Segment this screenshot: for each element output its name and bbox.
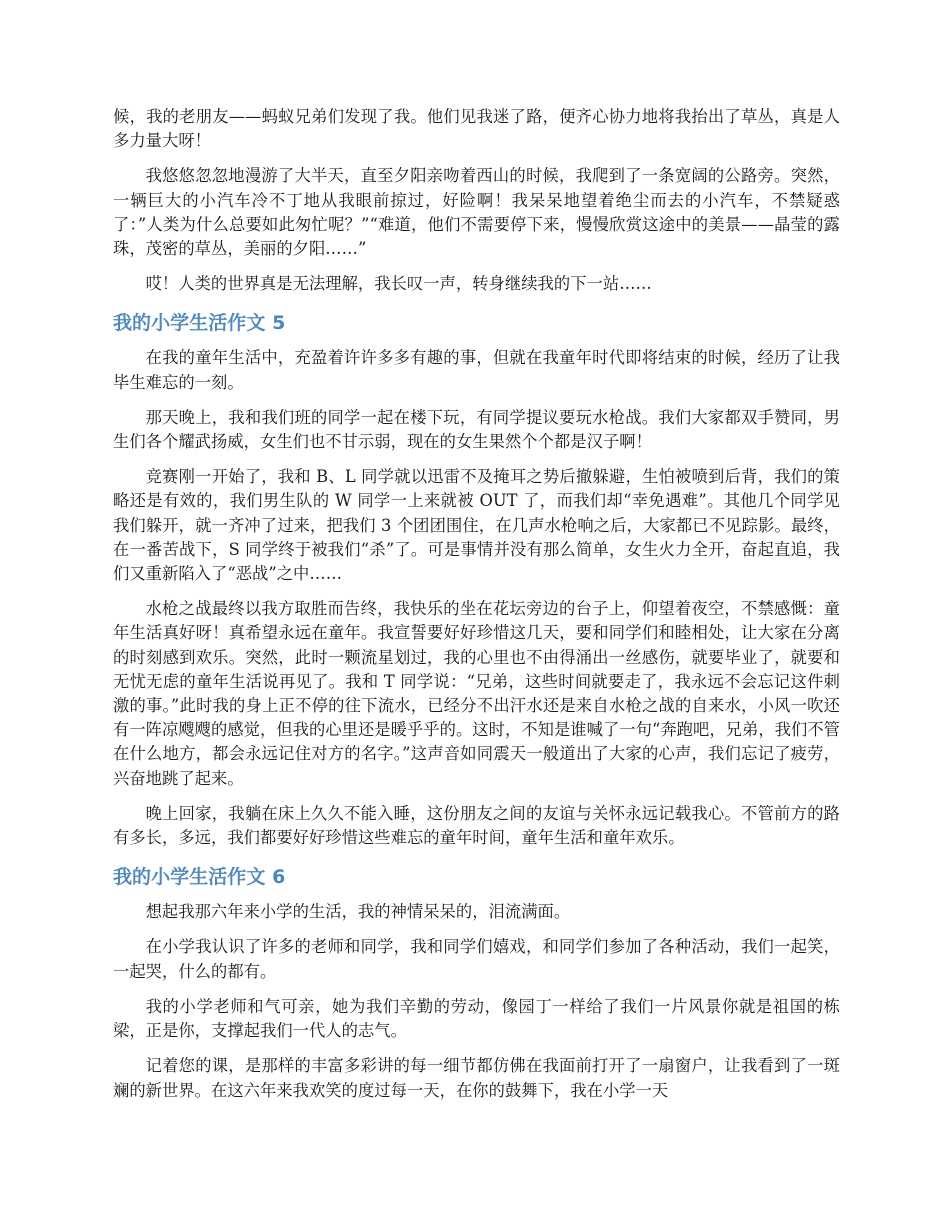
paragraph: 哎！人类的世界真是无法理解，我长叹一声，转身继续我的下一站…… (145, 274, 652, 294)
section-heading: 我的小学生活作文 5 (113, 312, 286, 335)
paragraph: 水枪之战最终以我方取胜而告终，我快乐的坐在花坛旁边的台子上，仰望着夜空，不禁感慨：童年生活真好呀！真希望永远在童年。我宣誓要好好珍惜这几天，要和同学们和睦相处，让大家在分离的时刻感到欢乐。突然，此时一颗流星划过，我的心里也不由得涌出一丝感伤，就要毕业了，就要和无忧无虑的童年生活说再见了。我和 T 同学说：“兄弟，这些时间就要走了，我永远不会忘记这件刺激的事。”此时我的身上正不停的往下流水，已经分不出汗水还是来自水枪之战的自来水，小风一吹还有一阵凉飕飕的感觉，但我的心里还是暖乎乎的。这时，不知是谁喊了一句“奔跑吧，兄弟，我们不管在什么地方，都会永远记住对方的名字。”这声音如同震天一般道出了大家的心声，我们忘记了疲劳，兴奋地跳了起来。 (113, 599, 840, 788)
paragraph: 想起我那六年来小学的生活，我的神情呆呆的，泪流满面。 (145, 902, 571, 922)
paragraph: 在小学我认识了许多的老师和同学，我和同学们嬉戏，和同学们参加了各种活动，我们一起笑，一起哭，什么的都有。 (113, 937, 840, 981)
section-heading: 我的小学生活作文 6 (113, 866, 286, 889)
paragraph: 那天晚上，我和我们班的同学一起在楼下玩，有同学提议要玩水枪战。我们大家都双手赞同，男生们各个耀武扬威，女生们也不甘示弱，现在的女生果然个个都是汉子啊！ (113, 407, 840, 452)
paragraph: 我悠悠忽忽地漫游了大半天，直至夕阳亲吻着西山的时候，我爬到了一条宽阔的公路旁。突然，一辆巨大的小汽车冷不丁地从我眼前掠过，好险啊！我呆呆地望着绝尘而去的小汽车，不禁疑惑了：”人类为什么总要如此匆忙呢？”“难道，他们不需要停下来，慢慢欣赏这途中的美景——晶莹的露珠，茂密的草丛，美丽的夕阳……” (113, 166, 840, 259)
paragraph: 记着您的课，是那样的丰富多彩讲的每一细节都仿佛在我面前打开了一扇窗户，让我看到了一斑斓的新世界。在这六年来我欢笑的度过每一天，在你的鼓舞下，我在小学一天 (113, 1056, 840, 1100)
paragraph: 候，我的老朋友——蚂蚁兄弟们发现了我。他们见我迷了路，便齐心协力地将我抬出了草丛，真是人多力量大呀！ (113, 107, 840, 151)
document-page (113, 105, 840, 1114)
paragraph: 晚上回家，我躺在床上久久不能入睡，这份朋友之间的友谊与关怀永远记载我心。不管前方的路有多长，多远，我们都要好好珍惜这些难忘的童年时间，童年生活和童年欢乐。 (113, 803, 840, 848)
paragraph: 我的小学老师和气可亲，她为我们辛勤的劳动，像园丁一样给了我们一片风景你就是祖国的栋梁，正是你，支撑起我们一代人的志气。 (113, 996, 840, 1041)
paragraph: 竞赛刚一开始了，我和 B、L 同学就以迅雷不及掩耳之势后撤躲避，生怕被喷到后背，我们的策略还是有效的，我们男生队的 W 同学一上来就被 OUT 了，而我们却“幸免遇难”。其他几个同学见我们躲开，就一齐冲了过来，把我们 3 个团团围住，在几声水枪响之后，大家都已不见踪影。最终，在一番苦战下，S 同学终于被我们“杀”了。可是事情并没有那么简单，女生火力全开，奋起直追，我们又重新陷入了“恶战”之中…… (113, 467, 840, 584)
paragraph: 在我的童年生活中，充盈着许许多多有趣的事，但就在我童年时代即将结束的时候，经历了让我毕生难忘的一刻。 (113, 348, 840, 392)
